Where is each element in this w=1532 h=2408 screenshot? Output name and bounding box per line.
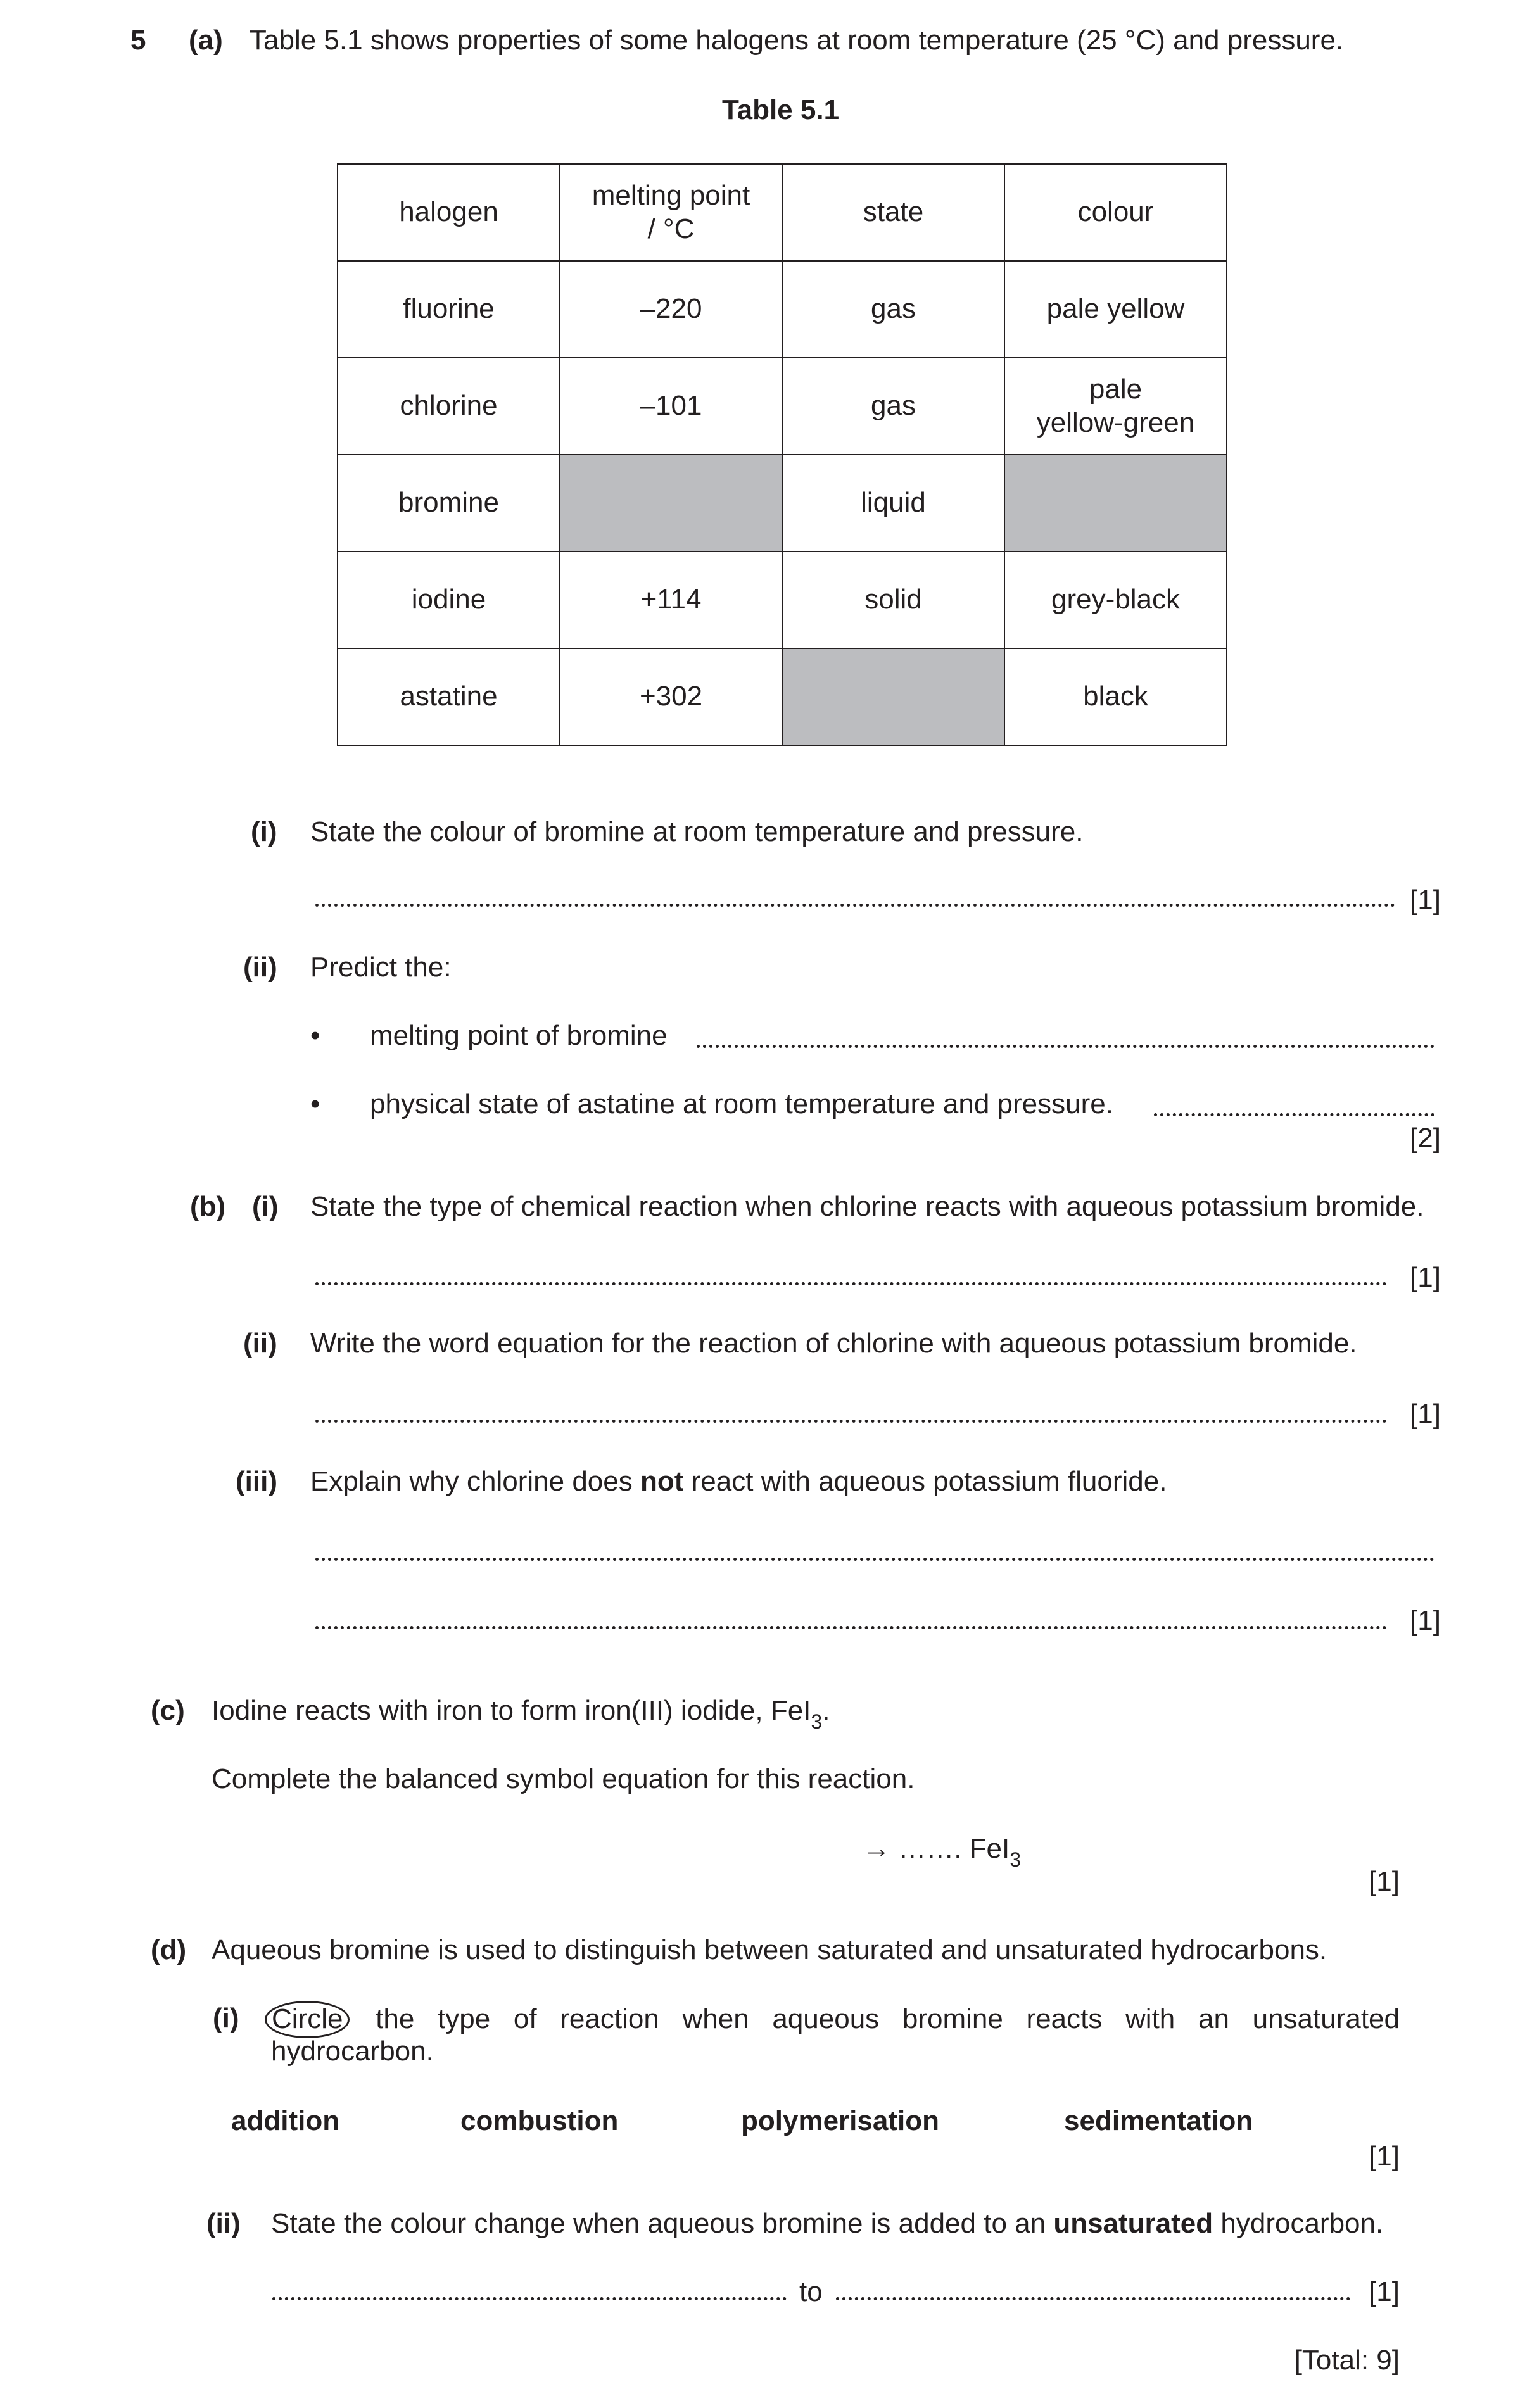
d-ii-label: (ii) <box>206 2208 241 2239</box>
a-ii-text: Predict the: <box>310 952 452 983</box>
mark-a-i: [1] <box>1410 885 1441 916</box>
cell-state: gas <box>782 261 1004 358</box>
header-melting-point: melting point / °C <box>560 164 782 261</box>
shaded-cell <box>1004 455 1227 552</box>
c-equation[interactable]: → ……. FeI$_3$ <box>863 1833 1022 1871</box>
shaded-cell <box>782 648 1004 745</box>
circled-word: Circle <box>265 2001 350 2038</box>
b-i-label: (i) <box>252 1191 279 1222</box>
cell-colour: black <box>1004 648 1227 745</box>
table-header-row <box>338 164 1227 261</box>
answer-line-a-i[interactable] <box>315 904 1395 907</box>
b-i-text: State the type of chemical reaction when chlorine reacts with aqueous potassium bromide. <box>310 1191 1424 1222</box>
cell-colour: pale yellow-green <box>1004 358 1227 455</box>
answer-line-b-iii-2[interactable] <box>315 1626 1387 1629</box>
cell-halogen: chlorine <box>338 358 560 455</box>
table-row <box>338 552 1227 648</box>
mark-a-ii: [2] <box>1410 1123 1441 1154</box>
header-state: state <box>782 164 1004 261</box>
mark-d-ii: [1] <box>1369 2276 1400 2307</box>
c-line1: Iodine reacts with iron to form iron(III) iodide, FeI$_3$. <box>212 1695 830 1733</box>
table-row <box>338 648 1227 745</box>
a-ii-label: (ii) <box>243 952 277 983</box>
mark-b-i: [1] <box>1410 1262 1441 1293</box>
cell-colour: grey-black <box>1004 552 1227 648</box>
part-a-label: (a) <box>189 25 223 56</box>
bullet-icon: • <box>310 1088 320 1119</box>
mark-b-iii: [1] <box>1410 1605 1441 1636</box>
answer-line-d-ii-to[interactable] <box>836 2297 1350 2300</box>
d-ii-to: to <box>799 2276 823 2307</box>
c-label: (c) <box>151 1695 185 1726</box>
option-combustion[interactable]: combustion <box>460 2105 619 2136</box>
bullet-melting-point: melting point of bromine <box>370 1020 668 1051</box>
table-row <box>338 455 1227 552</box>
answer-line-a-ii-1[interactable] <box>697 1045 1434 1048</box>
answer-line-b-i[interactable] <box>315 1282 1387 1285</box>
part-a-intro: Table 5.1 shows properties of some halogens at room temperature (25 °C) and pressure. <box>250 25 1344 56</box>
cell-state: gas <box>782 358 1004 455</box>
answer-line-a-ii-2[interactable] <box>1154 1113 1434 1116</box>
cell-halogen: iodine <box>338 552 560 648</box>
cell-state: solid <box>782 552 1004 648</box>
mark-b-ii: [1] <box>1410 1399 1441 1430</box>
cell-halogen: astatine <box>338 648 560 745</box>
b-label: (b) <box>190 1191 226 1222</box>
option-polymerisation[interactable]: polymerisation <box>741 2105 939 2136</box>
d-intro: Aqueous bromine is used to distinguish between saturated and unsaturated hydrocarbons. <box>212 1934 1327 1965</box>
cell-melting-point: +114 <box>560 552 782 648</box>
bullet-physical-state: physical state of astatine at room temperature and pressure. <box>370 1088 1113 1119</box>
b-iii-label: (iii) <box>236 1466 277 1497</box>
d-i-text: Circle the type of reaction when aqueous bromine reacts with an unsaturated <box>271 2001 1400 2038</box>
d-i-label: (i) <box>213 2003 239 2034</box>
answer-line-d-ii-from[interactable] <box>272 2297 787 2300</box>
a-i-label: (i) <box>251 816 277 847</box>
cell-melting-point: +302 <box>560 648 782 745</box>
question-number: 5 <box>130 25 146 56</box>
header-colour: colour <box>1004 164 1227 261</box>
table-row <box>338 261 1227 358</box>
answer-line-b-ii[interactable] <box>315 1420 1387 1423</box>
halogen-table <box>337 163 1227 746</box>
table-row <box>338 358 1227 455</box>
c-line2: Complete the balanced symbol equation for this reaction. <box>212 1763 915 1794</box>
b-iii-text: Explain why chlorine does not react with aqueous potassium fluoride. <box>310 1466 1167 1497</box>
option-sedimentation[interactable]: sedimentation <box>1064 2105 1253 2136</box>
d-i-text-line2: hydrocarbon. <box>271 2036 434 2067</box>
cell-halogen: fluorine <box>338 261 560 358</box>
shaded-cell <box>560 455 782 552</box>
mark-d-i: [1] <box>1369 2141 1400 2172</box>
table-title: Table 5.1 <box>722 94 840 125</box>
bullet-icon: • <box>310 1020 320 1051</box>
cell-state: liquid <box>782 455 1004 552</box>
cell-colour: pale yellow <box>1004 261 1227 358</box>
total-marks: [Total: 9] <box>1294 2345 1400 2376</box>
d-label: (d) <box>151 1934 187 1965</box>
d-ii-text: State the colour change when aqueous bromine is added to an unsaturated hydrocarbon. <box>271 2208 1384 2239</box>
b-ii-label: (ii) <box>243 1328 277 1359</box>
b-ii-text: Write the word equation for the reaction of chlorine with aqueous potassium bromide. <box>310 1328 1357 1359</box>
answer-line-b-iii-1[interactable] <box>315 1558 1434 1561</box>
cell-melting-point: –220 <box>560 261 782 358</box>
header-halogen: halogen <box>338 164 560 261</box>
cell-melting-point: –101 <box>560 358 782 455</box>
a-i-text: State the colour of bromine at room temperature and pressure. <box>310 816 1084 847</box>
cell-halogen: bromine <box>338 455 560 552</box>
option-addition[interactable]: addition <box>231 2105 340 2136</box>
mark-c: [1] <box>1369 1866 1400 1897</box>
